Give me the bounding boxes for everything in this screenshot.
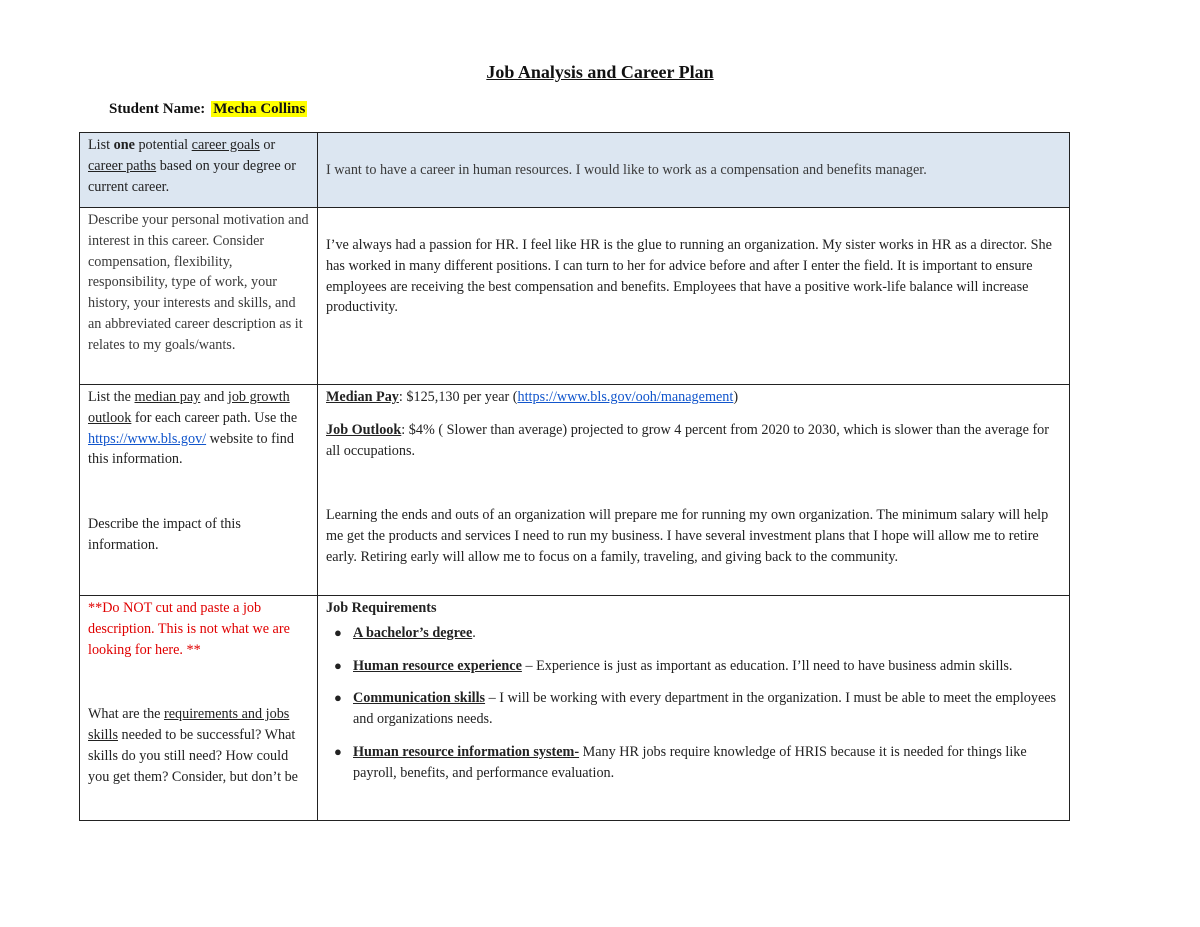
requirements-prompt [80,596,318,821]
bullet-icon: ● [334,657,342,673]
bls-management-link[interactable]: https://www.bls.gov/ooh/management [517,389,734,405]
motivation-answer-cell[interactable] [318,208,1070,385]
bullet-icon: ● [334,624,342,640]
prompt-text: or [259,137,276,153]
requirement-text: . [472,624,476,641]
requirements-answer-cell[interactable] [318,596,1070,821]
prompt-underline: career goals [191,137,260,153]
prompt-text: website to find this information. [88,430,294,468]
prompt-text: for each career path. Use the [131,409,298,426]
student-line [109,101,307,118]
prompt-emphasis: one [113,137,135,153]
pay-answer-cell[interactable] [318,385,1070,596]
prompt-text: What are the [88,706,165,723]
prompt-underline: median pay [134,389,201,405]
list-item [326,623,1061,644]
list-item [326,656,1061,677]
impact-prompt: Describe the impact of this information. [88,516,241,553]
prompt-text: List [88,137,114,153]
impact-answer: Learning the ends and outs of an organization will prepare me for running my own organization. The minimum salary will help me get the products and services I need to run my business. I have several investment plans that I hope will allow me to retire early. Retiring early will allow me to focus on a family, traveling, and giving back to the community. [326,507,1049,565]
list-item [326,742,1061,784]
job-outlook-line [326,420,1061,462]
bullet-icon: ● [334,743,342,759]
table-row [80,596,1070,821]
warning-text: **Do NOT cut and paste a job description. This is not what we are looking for here. ** [88,600,290,658]
prompt-text: and [200,389,228,405]
bullet-icon: ● [334,690,342,706]
requirement-text: Many HR jobs require knowledge of HRIS because it is needed for things like payroll, benefits, and performance evaluation. [353,743,1027,781]
requirement-title: Communication skills [353,690,486,707]
pay-prompt [80,385,318,596]
requirements-heading: Job Requirements [326,600,437,616]
prompt-text: based on your degree or current career. [88,157,296,195]
career-plan-table [79,132,1070,821]
motivation-prompt: Describe your personal motivation and interest in this career. Consider compensation, flexibility, responsibility, type of work, your history, your interests and skills, and an abbreviated career description as it relates to my goals/wants. [80,208,318,385]
median-pay-value: : $125,130 per year ( [398,389,518,405]
student-name: Mecha Collins [213,101,306,117]
table-row [80,385,1070,596]
student-label: Student Name: [109,101,206,117]
median-pay-line [326,387,1061,408]
motivation-answer: I’ve always had a passion for HR. I feel like HR is the glue to running an organization. My sister works in HR as a director. She has worked in many different positions. I can turn to her for advice before and after I enter the field. It is important to ensure employees are receiving the best compensation and benefits. Employees that have a positive work-life balance will increase productivity. [326,237,1052,316]
prompt-underline: job growth outlook [88,389,290,426]
career-goal-answer[interactable]: I want to have a career in human resources. I would like to work as a compensation and benefits manager. [318,133,1070,208]
prompt-underline: career paths [88,157,157,174]
table-row [80,133,1070,208]
requirement-text: – I will be working with every department in the organization. I must be able to meet the employees and organizations needs. [353,690,1057,728]
median-pay-close: ) [733,389,739,405]
career-goal-prompt [80,133,318,208]
prompt-text: List the [88,389,135,405]
prompt-underline: requirements and jobs skills [88,706,290,744]
requirement-text: – Experience is just as important as education. I’ll need to have business admin skills. [521,657,1013,674]
requirement-title: A bachelor’s degree [353,624,473,641]
job-outlook-value: : $4% ( Slower than average) projected to grow 4 percent from 2020 to 2030, which is slower than the average for all occupations. [326,421,1049,459]
requirements-list [326,623,1061,784]
list-item [326,688,1061,730]
prompt-text: needed to be successful? What skills do you still need? How could you get them? Consider, but don’t be [88,727,298,785]
requirement-title: Human resource information system- [353,743,580,760]
bls-link[interactable]: https://www.bls.gov/ [88,430,207,447]
requirement-title: Human resource experience [353,657,522,674]
median-pay-label: Median Pay [326,389,399,405]
job-outlook-label: Job Outlook [326,421,402,438]
document-title: Job Analysis and Career Plan [486,62,714,82]
prompt-text: potential [134,137,192,153]
table-row [80,208,1070,385]
